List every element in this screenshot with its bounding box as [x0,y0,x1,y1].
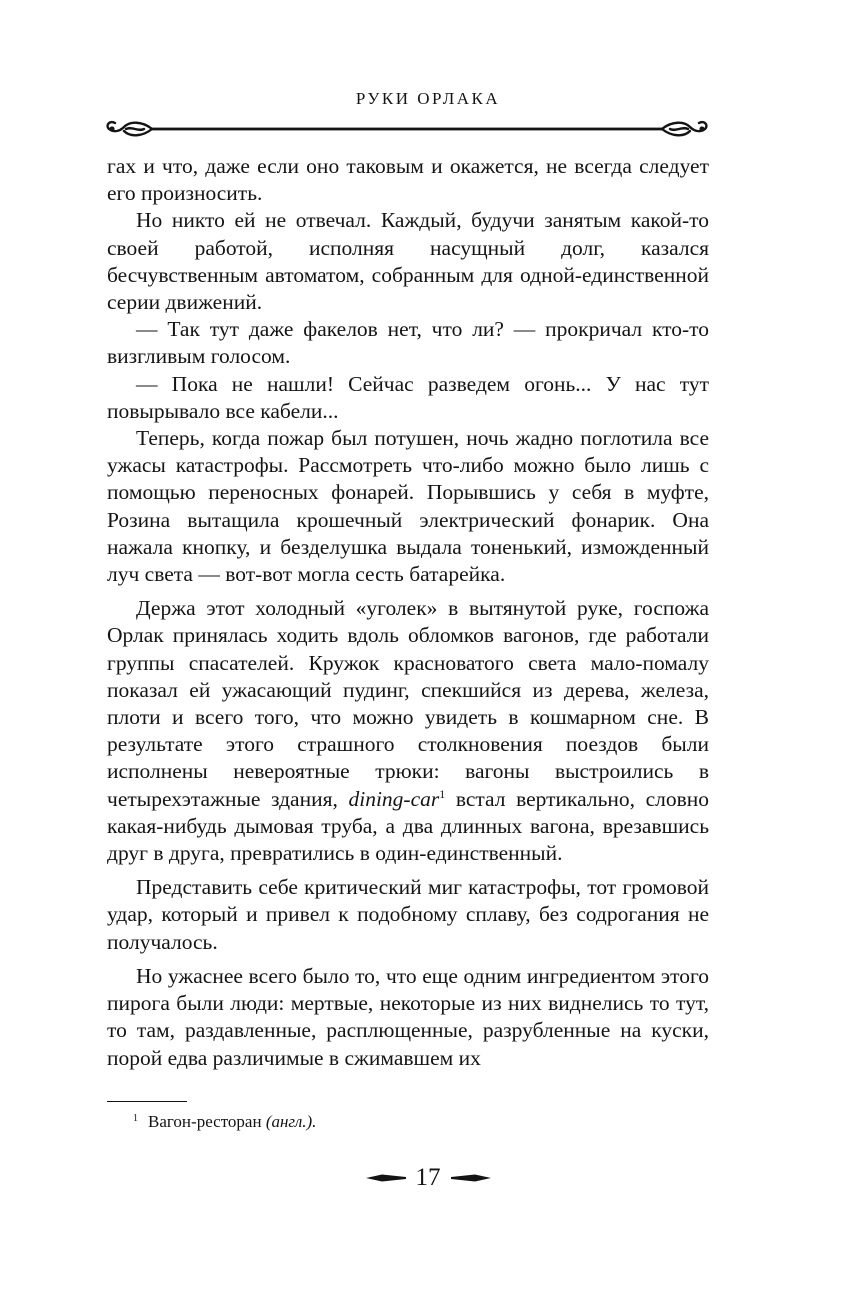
footnote-text: Вагон-ресторан [148,1112,262,1131]
footnote-reference: 1 [439,786,446,801]
paragraph-6-text-start: Держа этот холодный «уголек» в вытянутой руке, госпожа Орлак принялась ходить вдоль обломков вагонов, где работали группы спасателей. Кружок красноватого света мало-помалу показал ей ужасающий пудинг, спекшийся из дерева, железа, плоти и всего того, что можно увидеть в кошмарном сне. В результате этого страшного столкновения поездов были исполнены невероятные трюки: вагоны выстроились в четырехэтажные здания, [107,596,709,811]
running-head-title: РУКИ ОРЛАКА [355,89,501,108]
header-ornament-rule [104,118,710,140]
paragraph-8: Но ужаснее всего было то, что еще одним ингредиентом этого пирога были люди: мертвые, некоторые из них виднелись то тут, то там, раздавленные, расплющенные, разрубленные на куски, порой едва различимые в сжимавшем их [107,963,709,1070]
footnote-language-note: (англ.). [265,1112,317,1131]
footnote-marker: 1 [133,1113,138,1124]
paragraph-2: Но никто ей не отвечал. Каждый, будучи занятым какой-то своей работой, исполняя насущный долг, казался бесчувственным автоматом, собранным для одной-единственной серии движений. [107,208,709,315]
paragraph-7: Представить себе критический миг катастрофы, тот громовой удар, который и привел к подобному сплаву, без содрогания не получалось. [107,875,709,954]
paragraph-6 [107,595,709,867]
main-text [107,153,709,1072]
paragraph-4-dialogue: — Пока не нашли! Сейчас разведем огонь... У нас тут повырывало все кабели... [107,371,709,423]
folio-right-arrow-icon [451,1172,491,1184]
dining-car-term: dining-car [348,786,440,811]
footnote-separator [107,1101,187,1102]
folio-left-arrow-icon [366,1172,406,1184]
paragraph-3-dialogue: — Так тут даже факелов нет, что ли? — прокричал кто-то визгливым голосом. [107,317,709,369]
paragraph-1: гах и что, даже если оно таковым и окажется, не всегда следует его произносить. [107,154,709,206]
paragraph-5: Теперь, когда пожар был потушен, ночь жадно поглотила все ужасы катастрофы. Рассмотреть что-либо можно было лишь с помощью переносных фонарей. Порывшись у себя в муфте, Розина вытащила крошечный электрический фонарик. Она нажала кнопку, и безделушка выдала тоненький, изможденный луч света — вот-вот могла сесть батарейка. [107,426,709,587]
page-folio [0,1161,856,1195]
footnote [133,1111,316,1133]
page-number: 17 [415,1164,441,1191]
paragraph-6-text-end: встал вертикально, словно какая-нибудь дымовая труба, а два длинных вагона, врезавшись друг в друга, превратились в один-единственный. [107,786,710,866]
header-rule-line [150,128,664,131]
